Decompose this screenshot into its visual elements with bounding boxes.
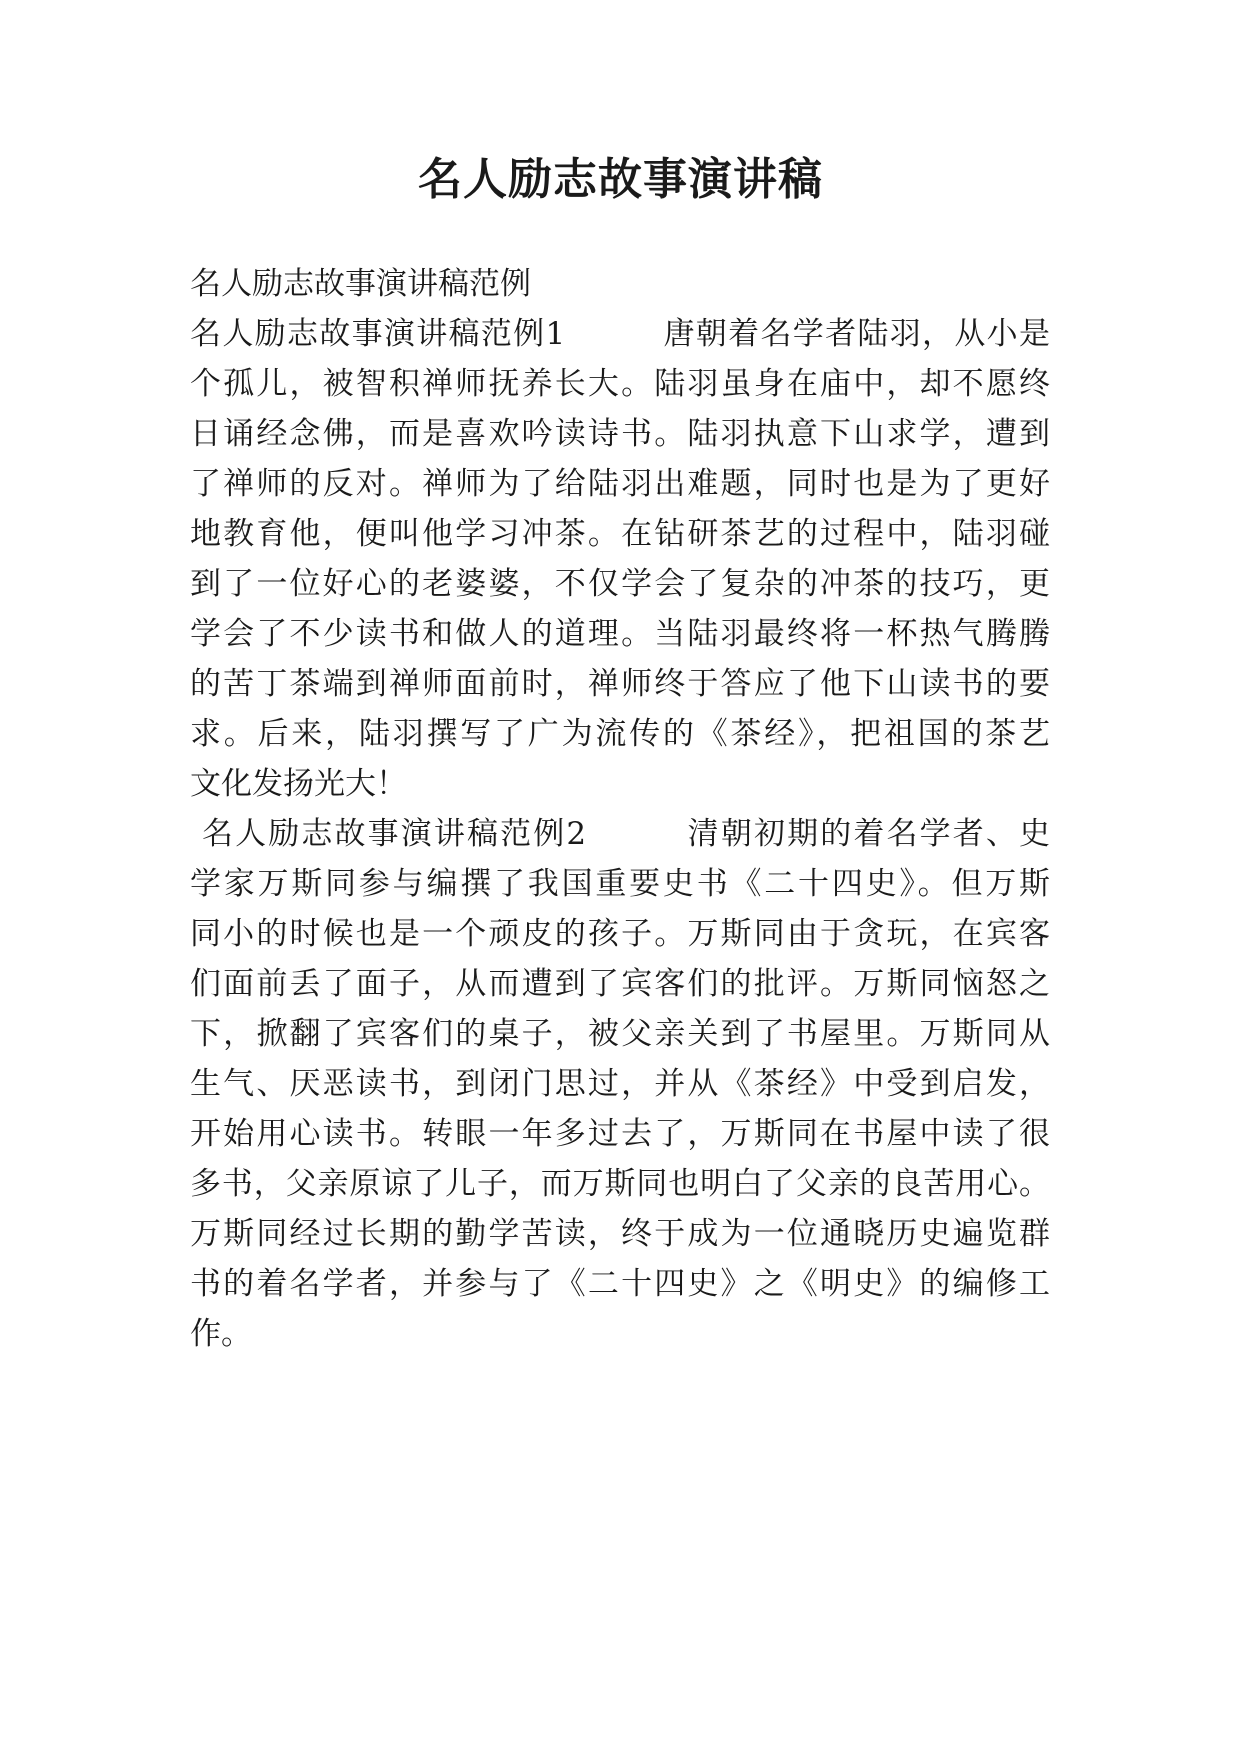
body-line: 作。 [190, 1316, 252, 1352]
body-line: 日诵经念佛，而是喜欢吟读诗书。陆羽执意下山求学，遭到 [190, 416, 1050, 452]
body-line: 同小的时候也是一个顽皮的孩子。万斯同由于贪玩，在宾客 [190, 916, 1050, 952]
body-line: 多书，父亲原谅了儿子，而万斯同也明白了父亲的良苦用心。 [190, 1166, 1050, 1202]
body-line: 名人励志故事演讲稿范例 [190, 266, 531, 302]
body-line: 生气、厌恶读书，到闭门思过，并从《茶经》中受到启发， [190, 1066, 1050, 1102]
body-line: 学家万斯同参与编撰了我国重要史书《二十四史》。但万斯 [190, 866, 1050, 902]
body-line: 下，掀翻了宾客们的桌子，被父亲关到了书屋里。万斯同从 [190, 1016, 1050, 1052]
body-line: 们面前丢了面子，从而遭到了宾客们的批评。万斯同恼怒之 [190, 966, 1050, 1002]
body-line: 名人励志故事演讲稿范例1 唐朝着名学者陆羽，从小是 [190, 316, 1050, 352]
body-line: 到了一位好心的老婆婆，不仅学会了复杂的冲茶的技巧，更 [190, 566, 1050, 602]
body-line: 书的着名学者，并参与了《二十四史》之《明史》的编修工 [190, 1266, 1050, 1302]
body-line: 的苦丁茶端到禅师面前时，禅师终于答应了他下山读书的要 [190, 666, 1050, 702]
body-line: 求。后来，陆羽撰写了广为流传的《茶经》，把祖国的茶艺 [190, 716, 1050, 752]
body-line: 了禅师的反对。禅师为了给陆羽出难题，同时也是为了更好 [190, 466, 1050, 502]
body-line: 地教育他，便叫他学习冲茶。在钻研茶艺的过程中，陆羽碰 [190, 516, 1050, 552]
body-line: 文化发扬光大！ [190, 766, 407, 802]
body-line: 名人励志故事演讲稿范例2 清朝初期的着名学者、史 [190, 816, 1050, 852]
body-line: 个孤儿，被智积禅师抚养长大。陆羽虽身在庙中，却不愿终 [190, 366, 1050, 402]
body-line: 学会了不少读书和做人的道理。当陆羽最终将一杯热气腾腾 [190, 616, 1050, 652]
document-title: 名人励志故事演讲稿 [418, 154, 823, 205]
body-line: 开始用心读书。转眼一年多过去了，万斯同在书屋中读了很 [190, 1116, 1050, 1152]
body-line: 万斯同经过长期的勤学苦读，终于成为一位通晓历史遍览群 [190, 1216, 1050, 1252]
